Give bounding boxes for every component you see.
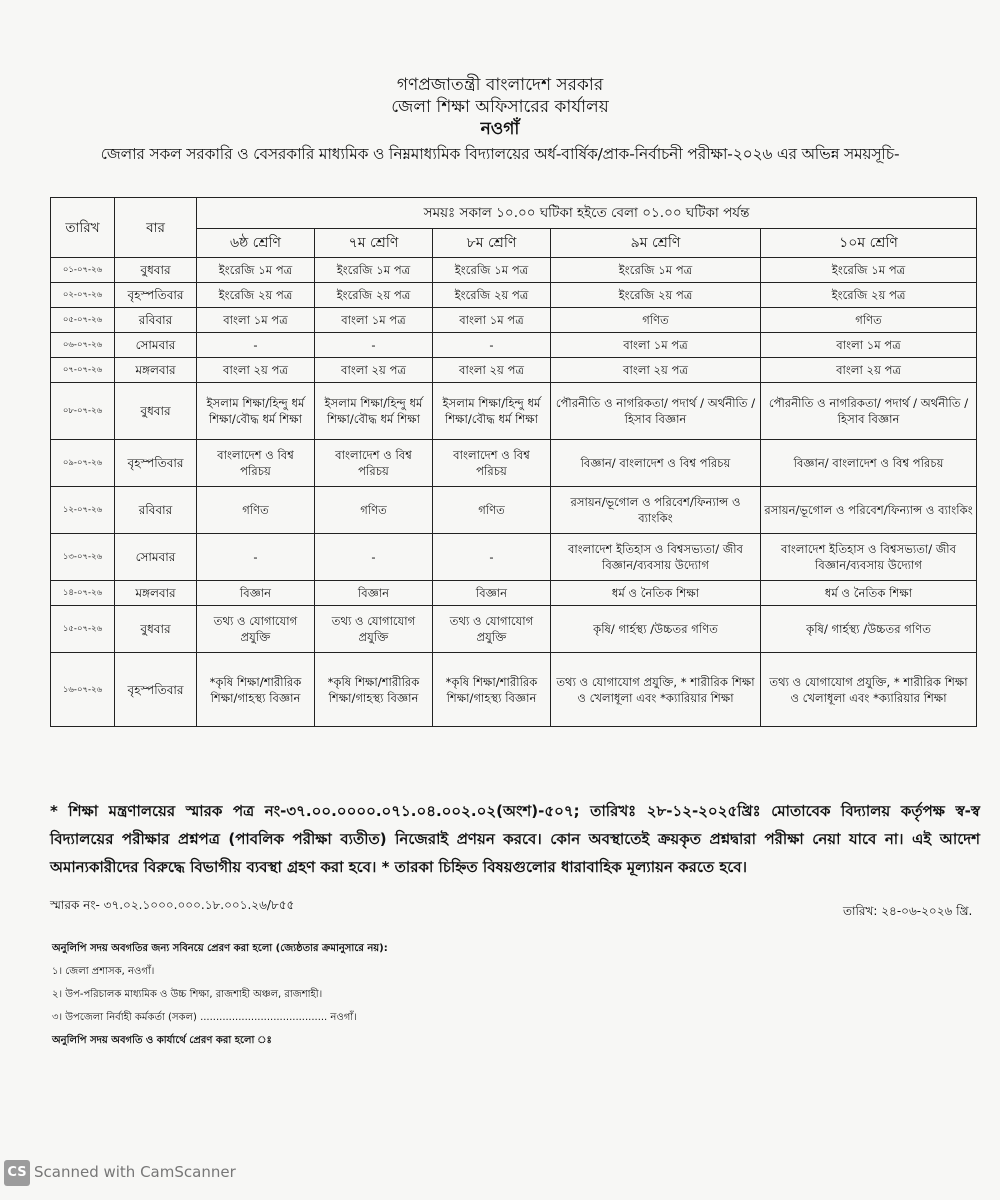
date-cell: ০৫-০৭-২৬ — [51, 308, 115, 333]
copy-item: ২। উপ-পরিচালক মাধ্যমিক ও উচ্চ শিক্ষা, রাজশাহী অঞ্চল, রাজশাহী। — [52, 989, 323, 1000]
class-9-subject: পৌরনীতি ও নাগরিকতা/ পদার্থ / অর্থনীতি /হিসাব বিজ্ঞান — [551, 383, 761, 440]
document-header — [0, 74, 1000, 166]
class-9-subject: রসায়ন/ভূগোল ও পরিবেশ/ফিন্যান্স ও ব্যাংকিং — [551, 487, 761, 534]
class-7-subject: বাংলা ১ম পত্র — [315, 308, 433, 333]
date-cell: ১৫-০৭-২৬ — [51, 606, 115, 653]
class-10-subject: ধর্ম ও নৈতিক শিক্ষা — [761, 581, 977, 606]
table-row — [51, 487, 977, 534]
class-7-subject: বাংলাদেশ ও বিশ্ব পরিচয় — [315, 440, 433, 487]
class-6-subject: ইংরেজি ১ম পত্র — [197, 258, 315, 283]
class-10-subject: পৌরনীতি ও নাগরিকতা/ পদার্থ / অর্থনীতি /হিসাব বিজ্ঞান — [761, 383, 977, 440]
district-name: নওগাঁ — [480, 119, 520, 139]
class-8-subject: *কৃষি শিক্ষা/শারীরিক শিক্ষা/গাহস্থ্য বিজ্ঞান — [433, 653, 551, 727]
date-cell: ০১-০৭-২৬ — [51, 258, 115, 283]
class-9-subject: বাংলা ২য় পত্র — [551, 358, 761, 383]
table-row — [51, 358, 977, 383]
class-10-subject: ইংরেজি ২য় পত্র — [761, 283, 977, 308]
class-7-subject: ইংরেজি ১ম পত্র — [315, 258, 433, 283]
exam-schedule-table — [50, 197, 977, 727]
date-cell: ০৮-০৭-২৬ — [51, 383, 115, 440]
table-row — [51, 581, 977, 606]
date-cell: ০৬-০৭-২৬ — [51, 333, 115, 358]
time-header: সময়ঃ সকাল ১০.০০ ঘটিকা হইতে বেলা ০১.০০ ঘটিকা পর্যন্ত — [197, 198, 977, 229]
class-7-subject: - — [315, 333, 433, 358]
class-7-subject: ইংরেজি ২য় পত্র — [315, 283, 433, 308]
class-6-subject: বিজ্ঞান — [197, 581, 315, 606]
class-9-subject: ইংরেজি ১ম পত্র — [551, 258, 761, 283]
class-10-subject: রসায়ন/ভূগোল ও পরিবেশ/ফিন্যান্স ও ব্যাংকিং — [761, 487, 977, 534]
class-9-subject: বাংলা ১ম পত্র — [551, 333, 761, 358]
class-8-subject: গণিত — [433, 487, 551, 534]
class-10-subject: বাংলা ২য় পত্র — [761, 358, 977, 383]
class-9-subject: বিজ্ঞান/ বাংলাদেশ ও বিশ্ব পরিচয় — [551, 440, 761, 487]
class-7-subject: গণিত — [315, 487, 433, 534]
class-6-subject: ইসলাম শিক্ষা/হিন্দু ধর্ম শিক্ষা/বৌদ্ধ ধর্ম শিক্ষা — [197, 383, 315, 440]
class-8-subject: ইসলাম শিক্ষা/হিন্দু ধর্ম শিক্ষা/বৌদ্ধ ধর্ম শিক্ষা — [433, 383, 551, 440]
copy-item: ১। জেলা প্রশাসক, নওগাঁ। — [52, 966, 155, 977]
class-8-subject: বাংলা ২য় পত্র — [433, 358, 551, 383]
day-cell: বুধবার — [115, 383, 197, 440]
class-9-header: ৯ম শ্রেণি — [551, 229, 761, 258]
day-column-header: বার — [115, 198, 197, 258]
memo-date: তারিখ: ২৪-০৬-২০২৬ খ্রি. — [843, 904, 973, 918]
date-cell: ০২-০৭-২৬ — [51, 283, 115, 308]
class-10-subject: তথ্য ও যোগাযোগ প্রযুক্তি, * শারীরিক শিক্ষা ও খেলাধূলা এবং *ক্যারিয়ার শিক্ষা — [761, 653, 977, 727]
class-7-subject: তথ্য ও যোগাযোগ প্রযুক্তি — [315, 606, 433, 653]
date-cell: ১৪-০৭-২৬ — [51, 581, 115, 606]
govt-title: গণপ্রজাতন্ত্রী বাংলাদেশ সরকার — [396, 75, 604, 95]
memo-number: স্মারক নং- ৩৭.০২.১০০০.০০০.১৮.০০১.২৬/৮৫৫ — [50, 898, 295, 912]
date-cell: ০৭-০৭-২৬ — [51, 358, 115, 383]
class-8-subject: - — [433, 333, 551, 358]
office-title: জেলা শিক্ষা অফিসারের কার্যালয় — [391, 97, 609, 117]
camscanner-watermark: Scanned with CamScanner — [34, 1163, 236, 1181]
class-7-header: ৭ম শ্রেণি — [315, 229, 433, 258]
class-6-subject: তথ্য ও যোগাযোগ প্রযুক্তি — [197, 606, 315, 653]
class-7-subject: - — [315, 534, 433, 581]
day-cell: রবিবার — [115, 308, 197, 333]
class-7-subject: বাংলা ২য় পত্র — [315, 358, 433, 383]
copy-heading: অনুলিপি সদয় অবগতির জন্য সবিনয়ে প্রেরণ করা হলো (জ্যেষ্ঠতার ক্রমানুসারে নয়): — [52, 943, 388, 954]
date-column-header: তারিখ — [51, 198, 115, 258]
day-cell: বুধবার — [115, 258, 197, 283]
class-8-header: ৮ম শ্রেণি — [433, 229, 551, 258]
class-9-subject: ধর্ম ও নৈতিক শিক্ষা — [551, 581, 761, 606]
date-cell: ১২-০৭-২৬ — [51, 487, 115, 534]
class-6-subject: বাংলা ১ম পত্র — [197, 308, 315, 333]
camscanner-logo: CS — [4, 1160, 30, 1186]
class-6-subject: গণিত — [197, 487, 315, 534]
class-8-subject: বাংলা ১ম পত্র — [433, 308, 551, 333]
class-6-subject: *কৃষি শিক্ষা/শারীরিক শিক্ষা/গাহস্থ্য বিজ্ঞান — [197, 653, 315, 727]
date-cell: ১৬-০৭-২৬ — [51, 653, 115, 727]
class-9-subject: বাংলাদেশ ইতিহাস ও বিশ্বসভ্যতা/ জীব বিজ্ঞান/ব্যবসায় উদ্যোগ — [551, 534, 761, 581]
class-7-subject: বিজ্ঞান — [315, 581, 433, 606]
day-cell: সোমবার — [115, 333, 197, 358]
class-6-subject: ইংরেজি ২য় পত্র — [197, 283, 315, 308]
day-cell: রবিবার — [115, 487, 197, 534]
class-9-subject: ইংরেজি ২য় পত্র — [551, 283, 761, 308]
class-8-subject: - — [433, 534, 551, 581]
copy-item: ৩। উপজেলা নির্বাহী কর্মকর্তা (সকল) ........................................ নওগাঁ। — [52, 1012, 357, 1023]
class-10-subject: কৃষি/ গার্হস্থ্য /উচ্চতর গণিত — [761, 606, 977, 653]
table-row — [51, 534, 977, 581]
date-cell: ০৯-০৭-২৬ — [51, 440, 115, 487]
schedule-title: জেলার সকল সরকারি ও বেসরকারি মাধ্যমিক ও নিম্নমাধ্যমিক বিদ্যালয়ের অর্ধ-বার্ষিক/প্রাক-নির্বাচনী পরীক্ষা-২০২৬ এর অভিন্ন সময়সূচি- — [100, 145, 900, 163]
day-cell: বৃহস্পতিবার — [115, 440, 197, 487]
class-7-subject: *কৃষি শিক্ষা/শারীরিক শিক্ষা/গাহস্থ্য বিজ্ঞান — [315, 653, 433, 727]
class-8-subject: ইংরেজি ২য় পত্র — [433, 283, 551, 308]
table-row — [51, 283, 977, 308]
class-10-subject: গণিত — [761, 308, 977, 333]
day-cell: মঙ্গলবার — [115, 581, 197, 606]
table-row — [51, 308, 977, 333]
class-10-subject: বিজ্ঞান/ বাংলাদেশ ও বিশ্ব পরিচয় — [761, 440, 977, 487]
table-row — [51, 383, 977, 440]
date-cell: ১৩-০৭-২৬ — [51, 534, 115, 581]
day-cell: বুধবার — [115, 606, 197, 653]
class-7-subject: ইসলাম শিক্ষা/হিন্দু ধর্ম শিক্ষা/বৌদ্ধ ধর্ম শিক্ষা — [315, 383, 433, 440]
table-row — [51, 606, 977, 653]
notice-paragraph: * শিক্ষা মন্ত্রণালয়ের স্মারক পত্র নং-৩৭.০০.০০০০.০৭১.০৪.০০২.০২(অংশ)-৫০৭; তারিখঃ ২৮-১২-২০২৫খ্রিঃ মোতাবেক বিদ্যালয় কর্তৃপক্ষ স্ব-স্ব বিদ্যালয়ের পরীক্ষার প্রশ্নপত্র (পাবলিক পরীক্ষা ব্যতীত) নিজেরাই প্রণয়ন করবে। কোন অবস্থাতেই ক্রয়কৃত প্রশ্নদ্বারা পরীক্ষা নেয়া যাবে না। এই আদেশ অমান্যকারীদের বিরুদ্ধে বিভাগীয় ব্যবস্থা গ্রহণ করা হবে। * তারকা চিহ্নিত বিষয়গুলোর ধারাবাহিক মূল্যায়ন করতে হবে। — [50, 802, 980, 876]
class-8-subject: তথ্য ও যোগাযোগ প্রযুক্তি — [433, 606, 551, 653]
class-9-subject: তথ্য ও যোগাযোগ প্রযুক্তি, * শারীরিক শিক্ষা ও খেলাধূলা এবং *ক্যারিয়ার শিক্ষা — [551, 653, 761, 727]
class-9-subject: কৃষি/ গার্হস্থ্য /উচ্চতর গণিত — [551, 606, 761, 653]
class-10-header: ১০ম শ্রেণি — [761, 229, 977, 258]
day-cell: বৃহস্পতিবার — [115, 653, 197, 727]
class-6-subject: বাংলা ২য় পত্র — [197, 358, 315, 383]
class-6-header: ৬ষ্ঠ শ্রেণি — [197, 229, 315, 258]
copy-list — [52, 937, 388, 1052]
day-cell: মঙ্গলবার — [115, 358, 197, 383]
class-8-subject: ইংরেজি ১ম পত্র — [433, 258, 551, 283]
class-10-subject: বাংলাদেশ ইতিহাস ও বিশ্বসভ্যতা/ জীব বিজ্ঞান/ব্যবসায় উদ্যোগ — [761, 534, 977, 581]
table-row — [51, 333, 977, 358]
class-8-subject: বাংলাদেশ ও বিশ্ব পরিচয় — [433, 440, 551, 487]
class-10-subject: বাংলা ১ম পত্র — [761, 333, 977, 358]
class-8-subject: বিজ্ঞান — [433, 581, 551, 606]
table-row — [51, 440, 977, 487]
table-row — [51, 258, 977, 283]
day-cell: সোমবার — [115, 534, 197, 581]
table-row — [51, 653, 977, 727]
copy-footer: অনুলিপি সদয় অবগতি ও কার্যার্থে প্রেরণ করা হলো ঃ — [52, 1035, 272, 1046]
class-6-subject: - — [197, 333, 315, 358]
class-6-subject: বাংলাদেশ ও বিশ্ব পরিচয় — [197, 440, 315, 487]
class-9-subject: গণিত — [551, 308, 761, 333]
day-cell: বৃহস্পতিবার — [115, 283, 197, 308]
class-6-subject: - — [197, 534, 315, 581]
class-10-subject: ইংরেজি ১ম পত্র — [761, 258, 977, 283]
